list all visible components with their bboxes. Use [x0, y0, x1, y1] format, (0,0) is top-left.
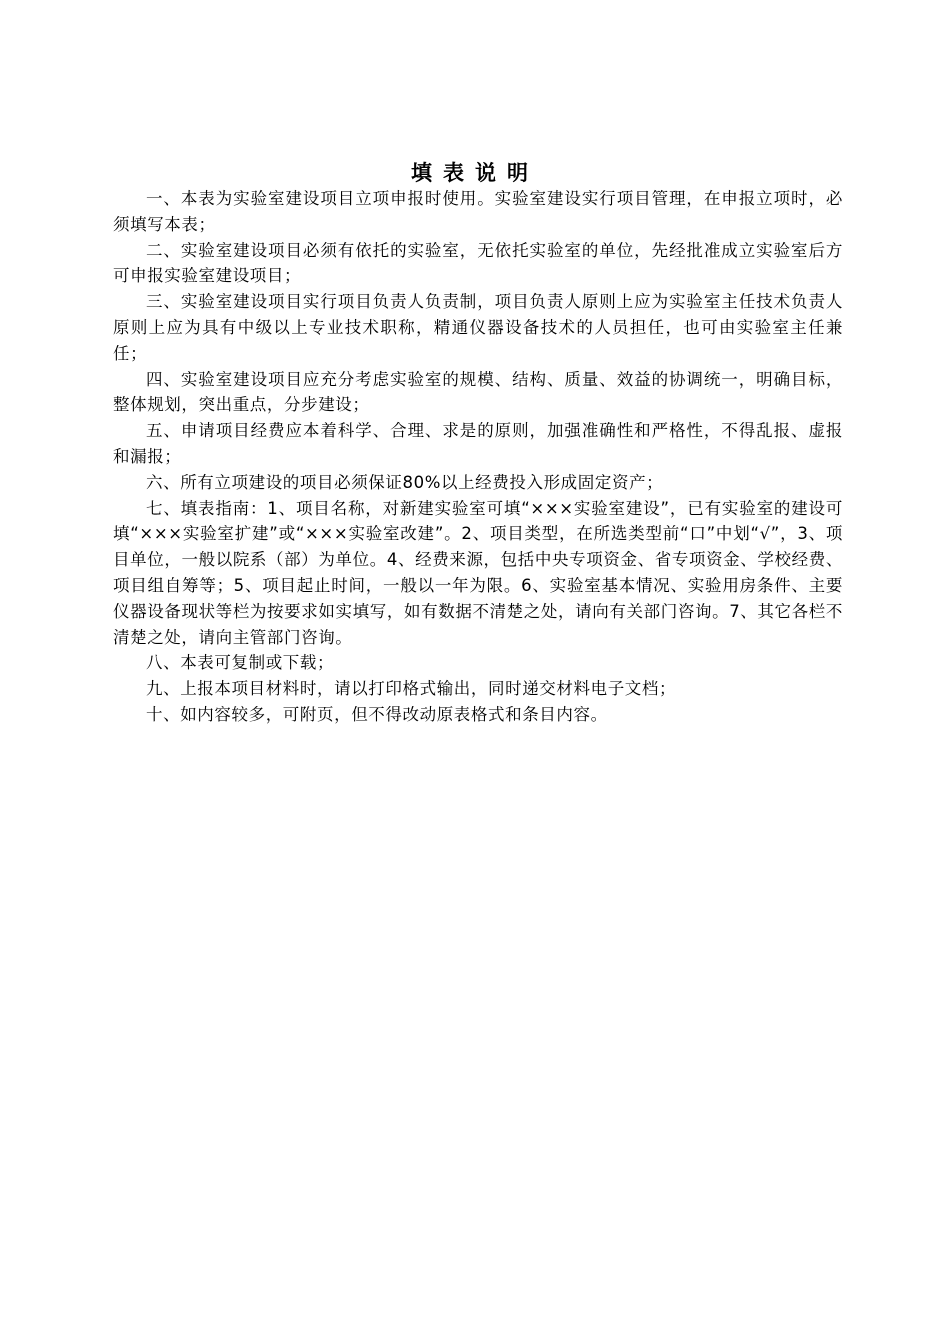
instruction-paragraph-8: 八、本表可复制或下载；	[146, 653, 335, 673]
instruction-paragraph-7: 七、填表指南：1、项目名称，对新建实验室可填“×××实验室建设”，已有实验室的建设可填“×××实验室扩建”或“×××实验室改建”。2、项目类型，在所选类型前“口”中划“√”，3、项目单位，一般以院系（部）为单位。4、经费来源，包括中央专项资金、省专项资金、学校经费、项目组自筹等；5、项目起止时间，一般以一年为限。6、实验室基本情况、实验用房条件、主要仪器设备现状等栏为按要求如实填写，如有数据不清楚之处，请向有关部门咨询。7、其它各栏不清楚之处，请向主管部门咨询。	[113, 498, 843, 647]
instruction-paragraph-4: 四、实验室建设项目应充分考虑实验室的规模、结构、质量、效益的协调统一，明确目标，整体规划，突出重点，分步建设；	[113, 369, 843, 415]
instruction-paragraph-3: 三、实验室建设项目实行项目负责人负责制，项目负责人原则上应为实验室主任技术负责人原则上应为具有中级以上专业技术职称，精通仪器设备技术的人员担任，也可由实验室主任兼任；	[113, 292, 843, 363]
instruction-paragraph-6: 六、所有立项建设的项目必须保证80%以上经费投入形成固定资产；	[146, 472, 664, 492]
instructions-body	[113, 186, 843, 728]
page-title: 填表说明	[411, 160, 539, 185]
instruction-paragraph-10: 十、如内容较多，可附页，但不得改动原表格式和条目内容。	[146, 704, 608, 724]
instruction-paragraph-1: 一、本表为实验室建设项目立项申报时使用。实验室建设实行项目管理，在申报立项时，必须填写本表；	[113, 189, 843, 234]
instruction-paragraph-5: 五、申请项目经费应本着科学、合理、求是的原则，加强准确性和严格性，不得乱报、虚报和漏报；	[113, 421, 843, 466]
instruction-paragraph-2: 二、实验室建设项目必须有依托的实验室，无依托实验室的单位，先经批准成立实验室后方可申报实验室建设项目；	[113, 240, 843, 286]
instruction-paragraph-9: 九、上报本项目材料时，请以打印格式输出，同时递交材料电子文档；	[146, 679, 677, 699]
